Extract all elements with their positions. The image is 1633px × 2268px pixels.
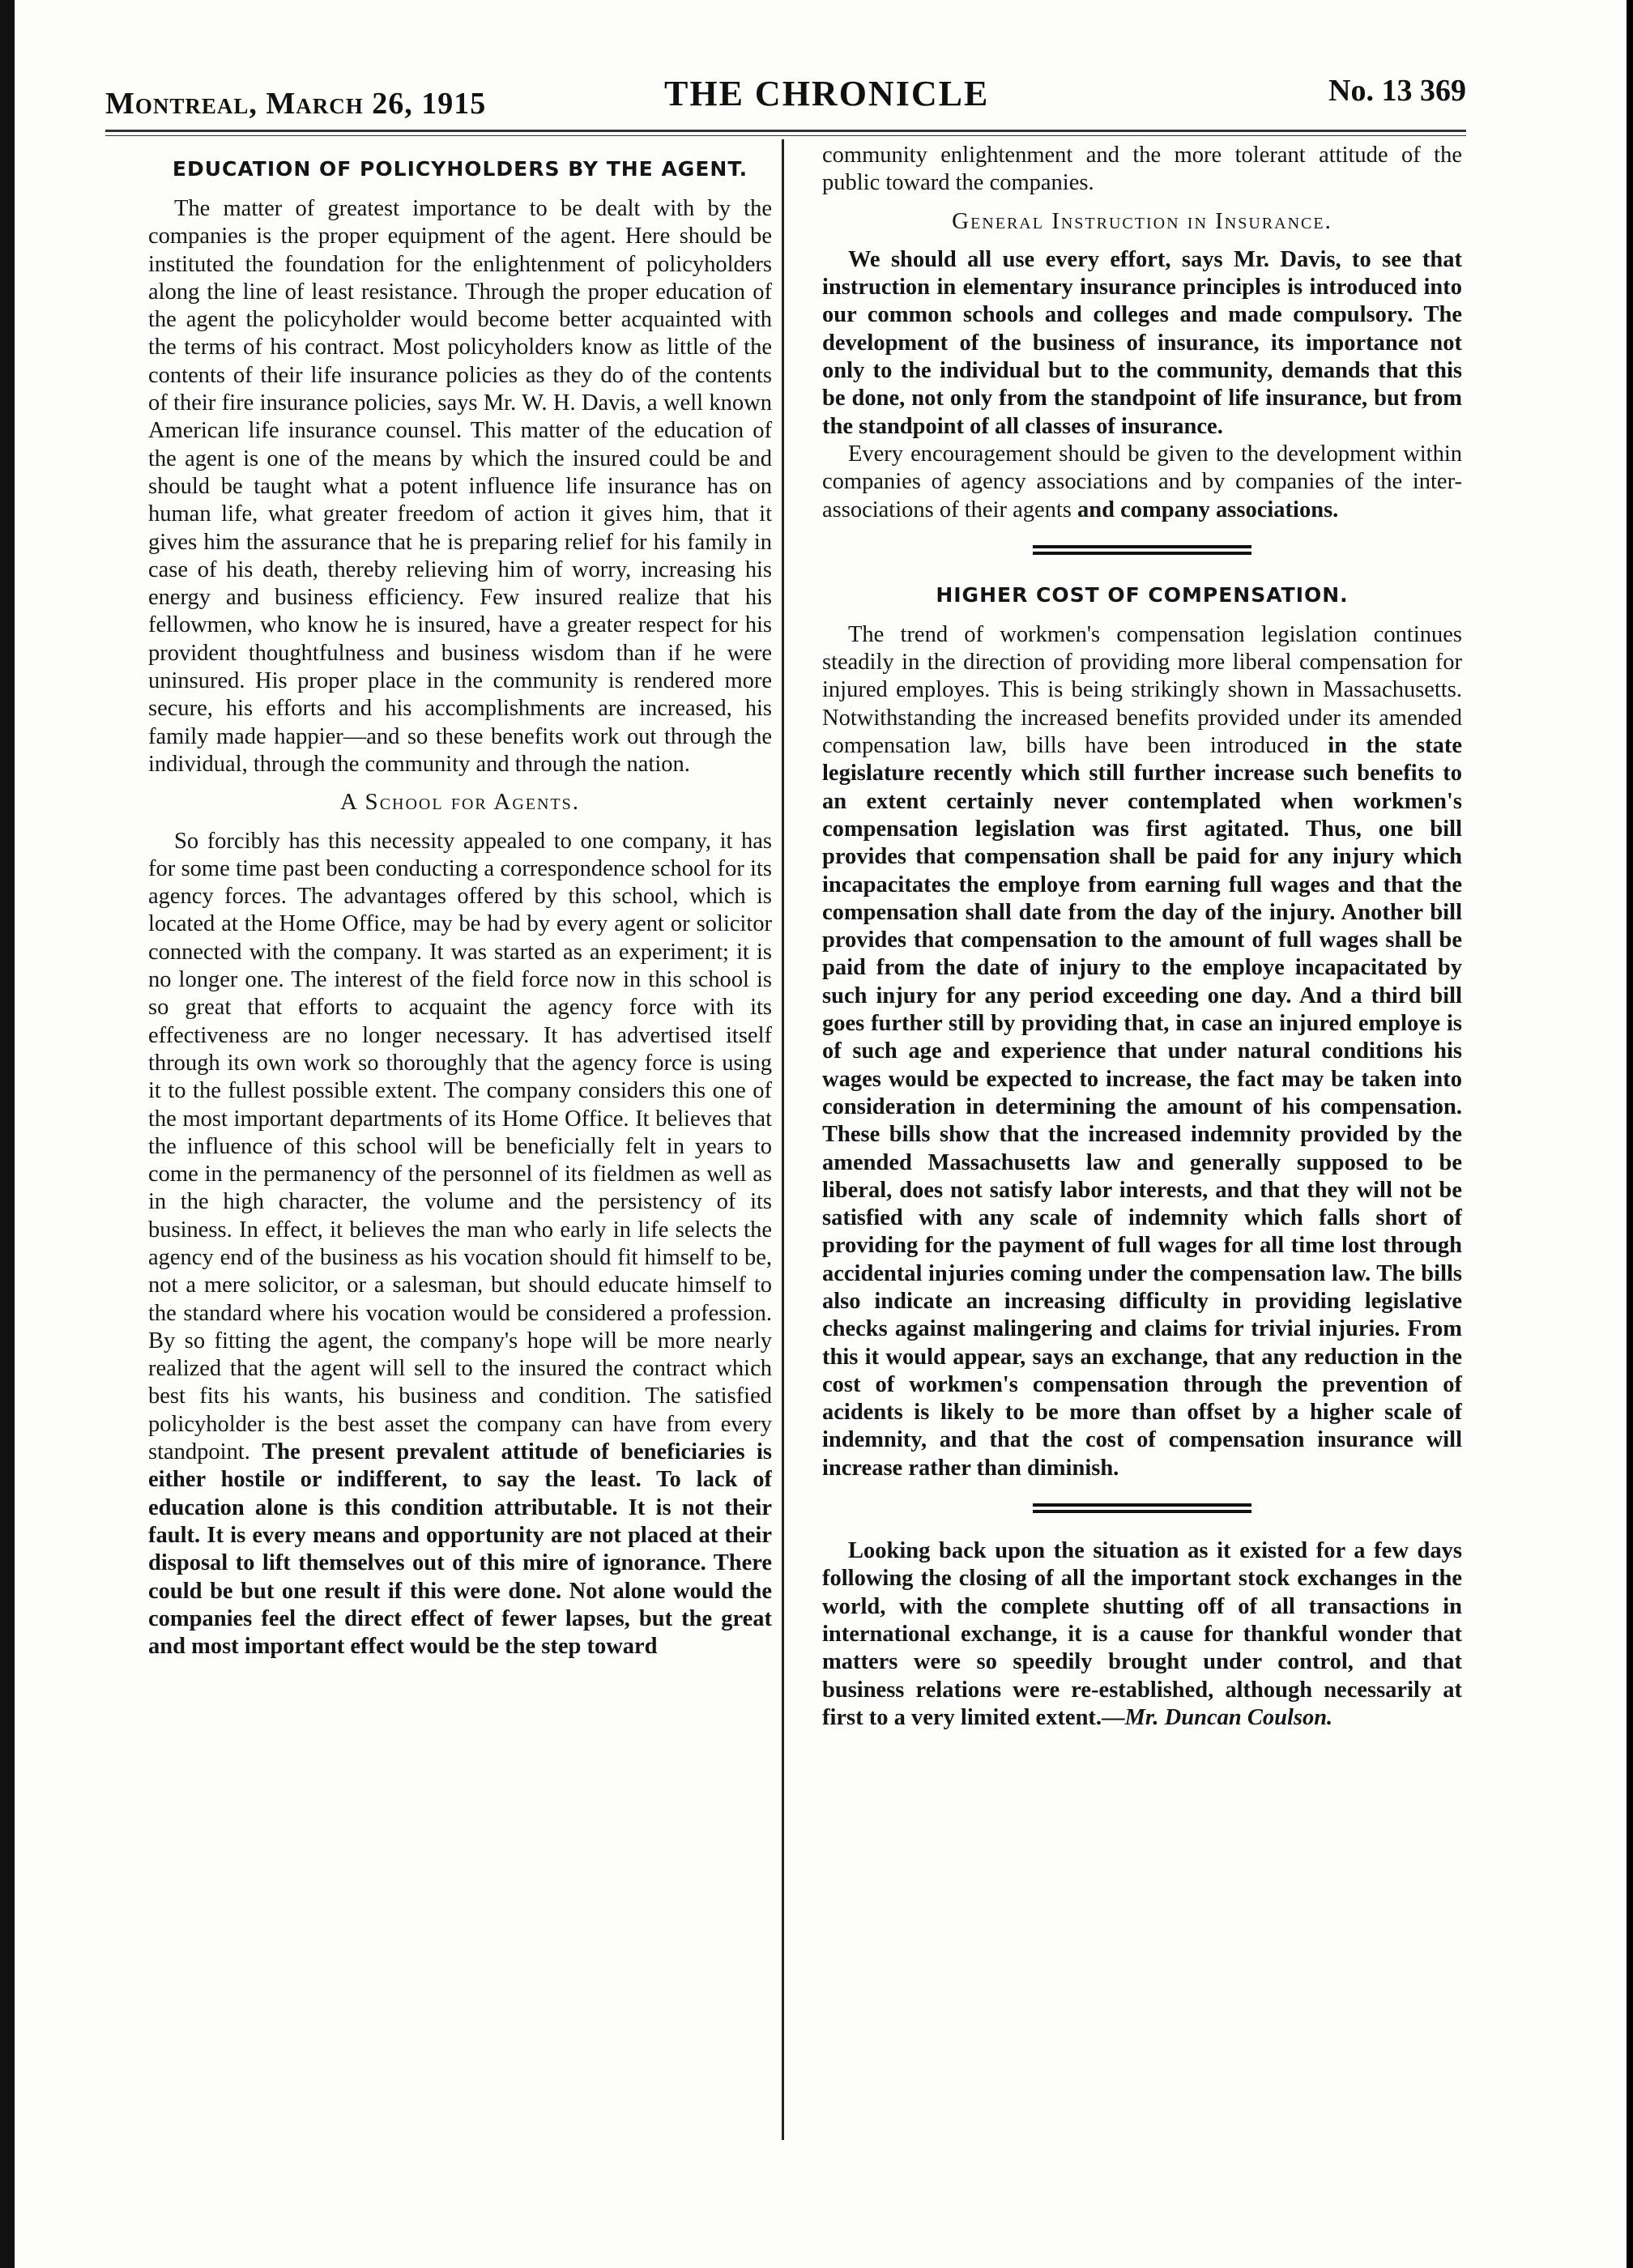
article-paragraph — [822, 621, 1462, 1482]
section-subhead-instruction: General Instruction in Insurance. — [952, 207, 1332, 234]
article-headline-education: EDUCATION OF POLICYHOLDERS BY THE AGENT. — [172, 157, 748, 181]
header-dateline: Montreal, March 26, 1915 — [105, 87, 487, 121]
paragraph-text: Every encouragement should be given to the development within companies of agency associations and by companies of the inter-associations of their agents — [822, 441, 1462, 522]
section-separator — [1033, 1503, 1251, 1513]
article-paragraph: We should all use every effort, says Mr. Davis, to see that instruction in elementary insurance principles is introduced into our common schools and colleges and made compulsory. The development of the business of insurance, its importance not only to the individual but to the community, demands that this be done, not only from the standpoint of life insurance, but from the standpoint of all classes of insurance. — [822, 246, 1462, 439]
paragraph-bold-text: Looking back upon the situation as it existed for a few days following the closing of all the important stock exchanges in the world, with the complete shutting off of all transactions in international exchange, it is a cause for thankful wonder that matters were so speedily brought under control, and that business relations were re-established, although necessarily at first to a very limited extent.— — [822, 1538, 1462, 1730]
page-left-edge — [0, 0, 15, 2268]
paragraph-text: The trend of workmen's compensation legislation continues steadily in the direction of providing more liberal compensation for injured employes. This is being strikingly shown in Massachusetts. Notwithstanding the increased benefits provided under its amended compensation law, bills have been introduced — [822, 621, 1462, 759]
header-page-number: No. 13 369 — [1328, 74, 1466, 108]
section-separator — [1033, 545, 1251, 555]
article-paragraph: The matter of greatest importance to be dealt with by the companies is the proper equipment of the agent. Here should be instituted the foundation for the enlightenment of policyholders along the line of least resistance. Through the proper education of the agent the policyholder would become better acquainted with the terms of his contract. Most policyholders know as little of the contents of their life insurance policies as they do of the contents of their fire insurance policies, says Mr. W. H. Davis, a well known American life insurance counsel. This matter of the education of the agent is one of the means by which the insured could be and should be taught what a potent influence life insurance has on human life, what greater freedom of action it gives him, that it gives him the assurance that he is preparing relief for his family in case of his death, thereby relieving him of worry, increasing his energy and business efficiency. Few insured realize that his fellowmen, who know he is insured, have a greater respect for his provident thoughtfulness and business wisdom than if he were uninsured. His proper place in the community is rendered more secure, his efforts and his accomplishments are increased, his family made happier—and so these benefits work out through the individual, through the community and through the nation. — [148, 196, 772, 777]
right-column — [822, 142, 1462, 2142]
article-paragraph-continued: community enlightenment and the more tolerant attitude of the public toward the companies. — [822, 143, 1462, 196]
article-author: Mr. Duncan Coulson. — [1124, 1704, 1333, 1730]
header-rule-bottom — [105, 135, 1466, 136]
column-divider — [782, 139, 784, 2140]
left-column — [148, 142, 772, 2142]
article-paragraph — [822, 1537, 1462, 1732]
header-rule-top — [105, 130, 1466, 132]
paragraph-bold-text: The present prevalent attitude of beneficiaries is either hostile or indifferent, to say the least. To lack of education alone is this condition attributable. It is not their fault. It is every means and opportunity are not placed at their disposal to lift themselves out of this mire of ignorance. There could be but one result if this were done. Not alone would the companies feel the direct effect of fewer lapses, but the great and most important effect would be the step toward — [148, 1439, 772, 1660]
section-subhead-school: A School for Agents. — [339, 789, 581, 816]
paragraph-bold-text: in the state legislature recently which still further increase such benefits to an extent certainly never contemplated when workmen's compensation legislation was first agitated. Thus, one bill provides that compensation shall be paid for any injury which incapacitates the employe from earning full wages and that the compensation shall date from the day of the injury. Another bill provides that compensation to the amount of full wages shall be paid from the date of injury to the employe incapacitated by such injury for any period exceeding one day. And a third bill goes further still by providing that, in case an injured employe is of such age and experience that under natural conditions his wages would be expected to increase, the fact may be taken into consideration in determining the amount of his compensation. These bills show that the increased indemnity provided by the amended Massachusetts law and generally supposed to be liberal, does not satisfy labor interests, and that they will not be satisfied with any scale of indemnity which falls short of providing for the payment of full wages for all time lost through accidental injuries coming under the compensation law. The bills also indicate an increasing difficulty in providing legislative checks against malingering and claims for trivial injuries. From this it would appear, says an exchange, that any reduction in the cost of workmen's compensation through the prevention of acidents is likely to be more than offset by a higher scale of indemnity, and that the cost of compensation insurance will increase rather than diminish. — [822, 733, 1462, 1481]
paragraph-bold-text: and company associations. — [1077, 497, 1339, 522]
article-headline-compensation: HIGHER COST OF COMPENSATION. — [936, 582, 1349, 607]
paragraph-text: So forcibly has this necessity appealed to one company, it has for some time past been conducting a correspondence school for its agency forces. The advantages offered by this school, which is located at the Home Office, may be had by every agent or solicitor connected with the company. It was started as an experiment; it is no longer one. The interest of the field force now in this school is so great that efforts to acquaint the agency force with its effectiveness are no longer necessary. It has advertised itself through its own work so thoroughly that the agency force is using it to the fullest possible extent. The company considers this one of the most important departments of its Home Office. It believes that the influence of this school will be beneficially felt in years to come in the permanency of the personnel of its fieldmen as well as in the high character, the volume and the persistency of its business. In effect, it believes the man who early in life selects the agency end of the business as his vocation should fit himself to be, not a mere solicitor, or a salesman, but should educate himself to the standard where his vocation would be considered a profession. By so fitting the agent, the company's hope will be more nearly realized that the agent will sell to the insured the contract which best fits his wants, his business and condition. The satisfied policyholder is the best asset the company can have from every standpoint. — [148, 828, 772, 1465]
header-publication-title: THE CHRONICLE — [664, 74, 990, 113]
article-paragraph — [822, 441, 1462, 524]
page-header — [105, 66, 1466, 123]
article-paragraph — [148, 828, 772, 1661]
